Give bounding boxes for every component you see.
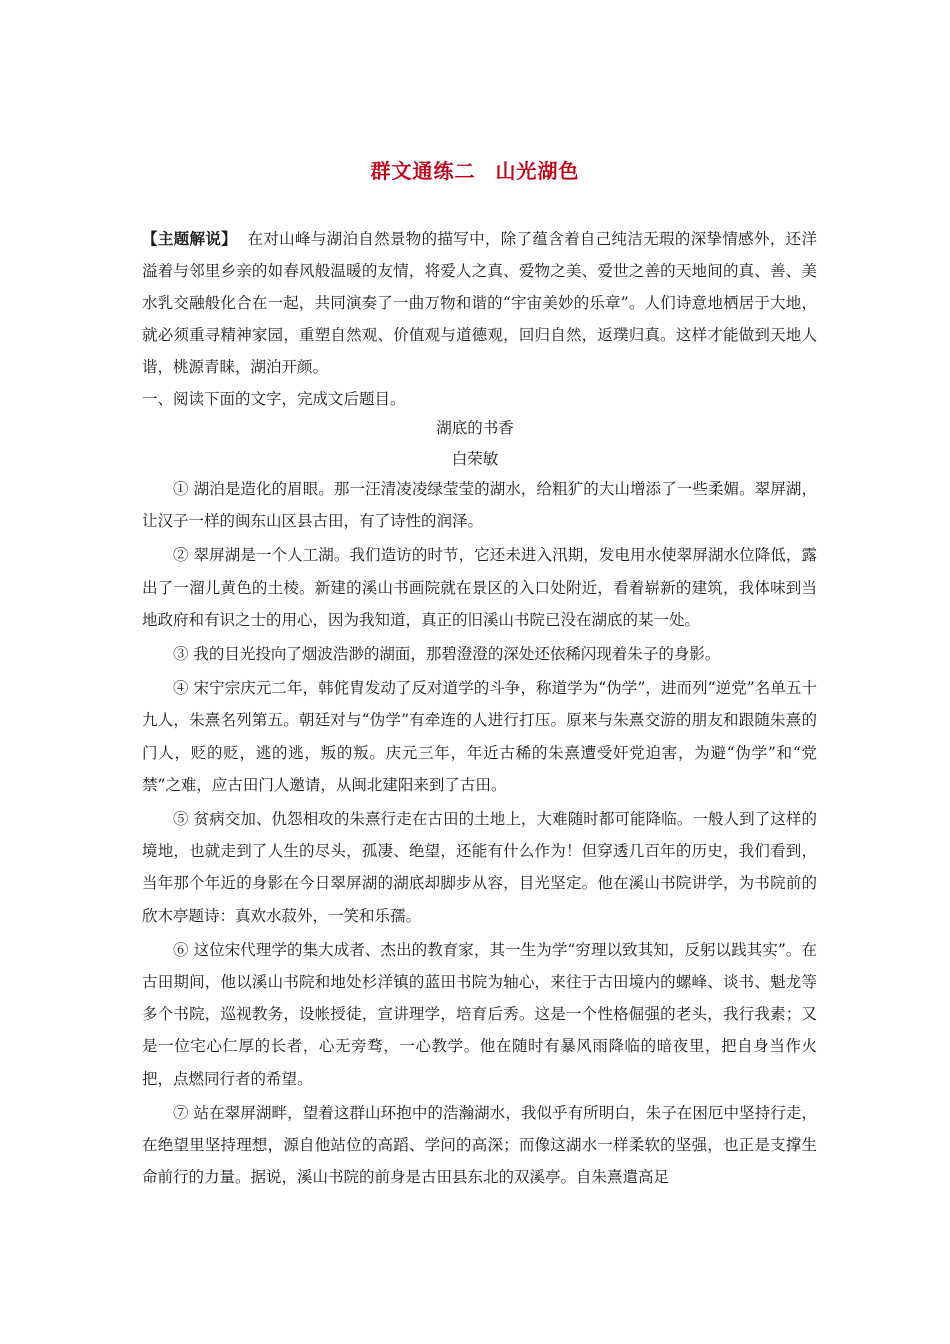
essay-paragraph: ② 翠屏湖是一个人工湖。我们造访的时节，它还未进入汛期，发电用水使翠屏湖水位降低，露出了一溜儿黄色的土棱。新建的溪山书画院就在景区的入口处附近，看着崭新的建筑，我体味到当地政府和有识之士的用心，因为我知道，真正的旧溪山书院已没在湖底的某一处。 [142, 546, 817, 629]
title-main: 群文通练二 [370, 159, 476, 183]
essay-paragraph: ③ 我的目光投向了烟波浩渺的湖面，那碧澄澄的深处还依稀闪现着朱子的身影。 [173, 645, 721, 664]
theme-intro [142, 223, 817, 383]
title-sub: 山光湖色 [495, 159, 580, 183]
question-heading: 一、阅读下面的文字，完成文后题目。 [142, 390, 406, 408]
essay-title: 湖底的书香 [436, 419, 514, 437]
intro-text: 在对山峰与湖泊自然景物的描写中，除了蕴含着自己纯洁无瑕的深挚情感外，还洋溢着与邻里乡亲的如春风般温暖的友情，将爱人之真、爱物之美、爱世之善的天地间的真、善、美水乳交融般化合在一起，共同演奏了一曲万物和谐的“宇宙美妙的乐章”。人们诗意地栖居于大地，就必须重寻精神家园，重塑自然观、价值观与道德观，回归自然，返璞归真。这样才能做到天地人谐，桃源青睐，湖泊开颜。 [142, 230, 817, 376]
intro-label: 【主题解说】 [142, 230, 237, 248]
essay-paragraph: ① 湖泊是造化的眉眼。那一汪清凌凌绿莹莹的湖水，给粗犷的大山增添了一些柔媚。翠屏湖，让汉子一样的闽东山区县古田，有了诗性的润泽。 [142, 480, 817, 531]
essay-paragraph: ⑥ 这位宋代理学的集大成者、杰出的教育家，其一生为学“穷理以致其知，反躬以践其实”。在古田期间，他以溪山书院和地处杉洋镇的蓝田书院为轴心，来往于古田境内的螺峰、谈书、魁龙等多个书院，巡视教务，设帐授徒，宣讲理学，培育后秀。这是一个性格倔强的老头，我行我素；又是一位宅心仁厚的长者，心无旁骛，一心教学。他在随时有暴风雨降临的暗夜里，把自身当作火把，点燃同行者的希望。 [142, 940, 817, 1088]
essay-paragraph: ⑦ 站在翠屏湖畔，望着这群山环抱中的浩瀚湖水，我似乎有所明白，朱子在困厄中坚持行走，在绝望里坚持理想，源自他站位的高蹈、学问的高深；而像这湖水一样柔软的坚强，也正是支撑生命前行的力量。据说，溪山书院的前身是古田县东北的双溪亭。自朱熹遣高足 [142, 1103, 817, 1187]
page-title [0, 155, 950, 184]
essay-paragraph: ⑤ 贫病交加、仇怨相攻的朱熹行走在古田的土地上，大难随时都可能降临。一般人到了这样的境地，也就走到了人生的尽头，孤凄、绝望，还能有什么作为！但穿透几百年的历史，我们看到，当年那个年近的身影在今日翠屏湖的湖底却脚步从容，目光坚定。他在溪山书院讲学，为书院前的欣木亭题诗：真欢水菽外，一笑和乐孺。 [142, 810, 817, 925]
essay-paragraph: ④ 宋宁宗庆元二年，韩侂胄发动了反对道学的斗争，称道学为“伪学”，进而列“逆党”名单五十九人，朱熹名列第五。朝廷对与“伪学”有牵连的人进行打压。原来与朱熹交游的朋友和跟随朱熹的门人，贬的贬，逃的逃，叛的叛。庆元三年，年近古稀的朱熹遭受奸党迫害，为避“伪学”和“党禁”之难，应古田门人邀请，从闽北建阳来到了古田。 [142, 679, 817, 794]
essay-body [142, 473, 817, 1195]
essay-author: 白荣敏 [451, 450, 499, 468]
